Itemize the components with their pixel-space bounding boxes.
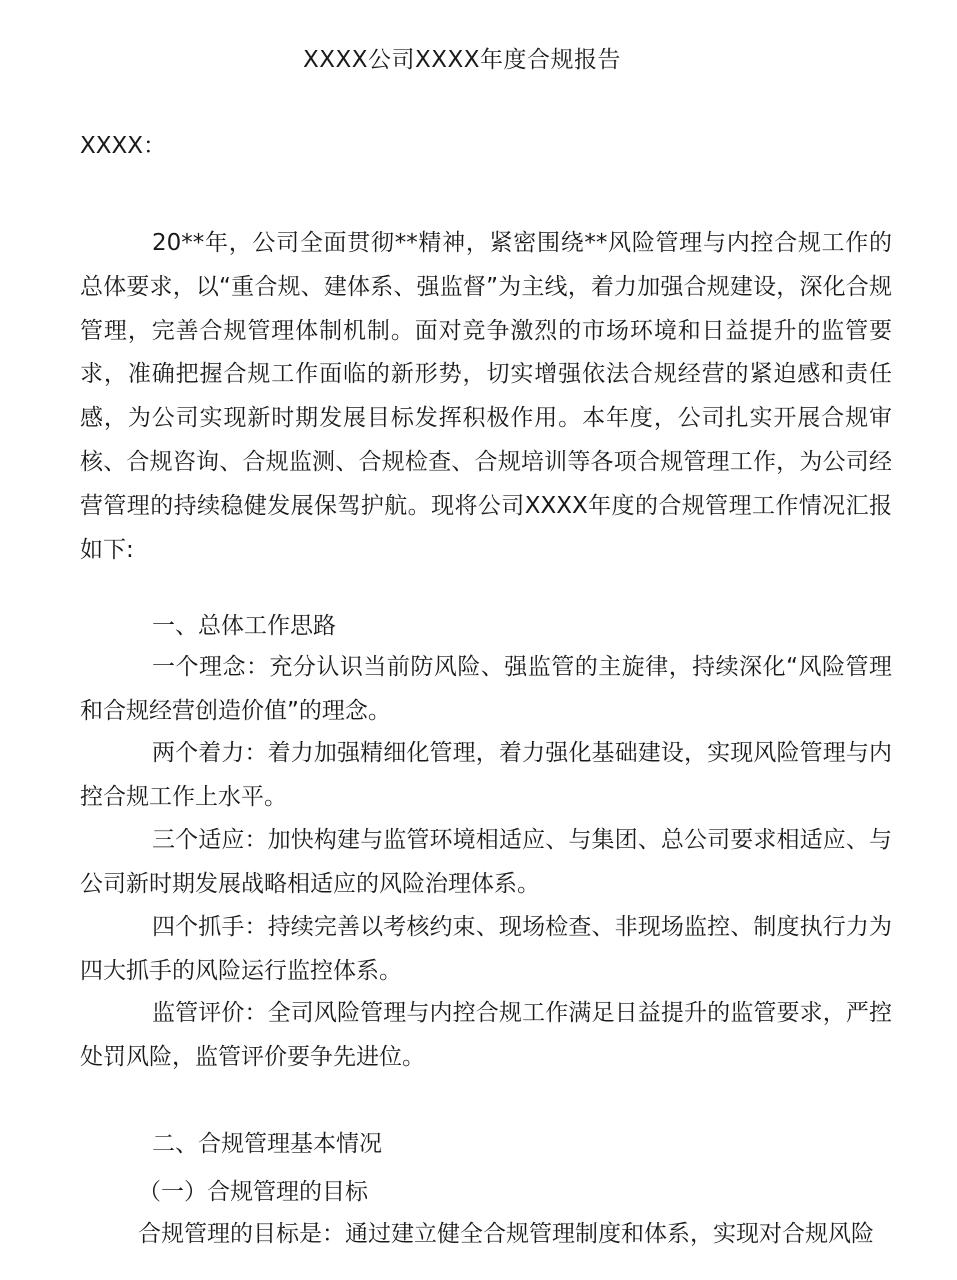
section-2-heading: 二、合规管理基本情况 <box>152 1131 382 1157</box>
section-1-item-2: 两个着力：着力加强精细化管理，着力强化基础建设，实现风险管理与内控合规工作上水平。 <box>80 740 892 810</box>
section-1-item-3: 三个适应：加快构建与监管环境相适应、与集团、总公司要求相适应、与公司新时期发展战略相适应的风险治理体系。 <box>80 827 892 897</box>
intro-paragraph: 20**年，公司全面贯彻**精神，紧密围绕**风险管理与内控合规工作的总体要求，以“重合规、建体系、强监督”为主线，着力加强合规建设，深化合规管理，完善合规管理体制机制。面对竞争激烈的市场环境和日益提升的监管要求，准确把握合规工作面临的新形势，切实增强依法合规经营的紧迫感和责任感，为公司实现新时期发展目标发挥积极作用。本年度，公司扎实开展合规审核、合规咨询、合规监测、合规检查、合规培训等各项合规管理工作，为公司经营管理的持续稳健发展保驾护航。现将公司XXXX年度的合规管理工作情况汇报如下: <box>80 230 892 563</box>
section-1-item-4: 四个抓手：持续完善以考核约束、现场检查、非现场监控、制度执行力为四大抓手的风险运行监控体系。 <box>80 914 892 984</box>
section-1-item-5: 监管评价：全司风险管理与内控合规工作满足日益提升的监管要求，严控处罚风险，监管评价要争先进位。 <box>80 1000 892 1070</box>
section-2-first-line: 合规管理的目标是：通过建立健全合规管理制度和体系，实现对合规风险 <box>138 1221 874 1247</box>
document-title: XXXX公司XXXX年度合规报告 <box>302 47 622 73</box>
salutation: XXXX： <box>80 133 167 159</box>
section-1-item-1: 一个理念：充分认识当前防风险、强监管的主旋律，持续深化“风险管理和合规经营创造价值”的理念。 <box>80 654 892 724</box>
section-1-heading: 一、总体工作思路 <box>152 613 336 639</box>
section-2-sub-heading: （一）合规管理的目标 <box>138 1179 368 1205</box>
